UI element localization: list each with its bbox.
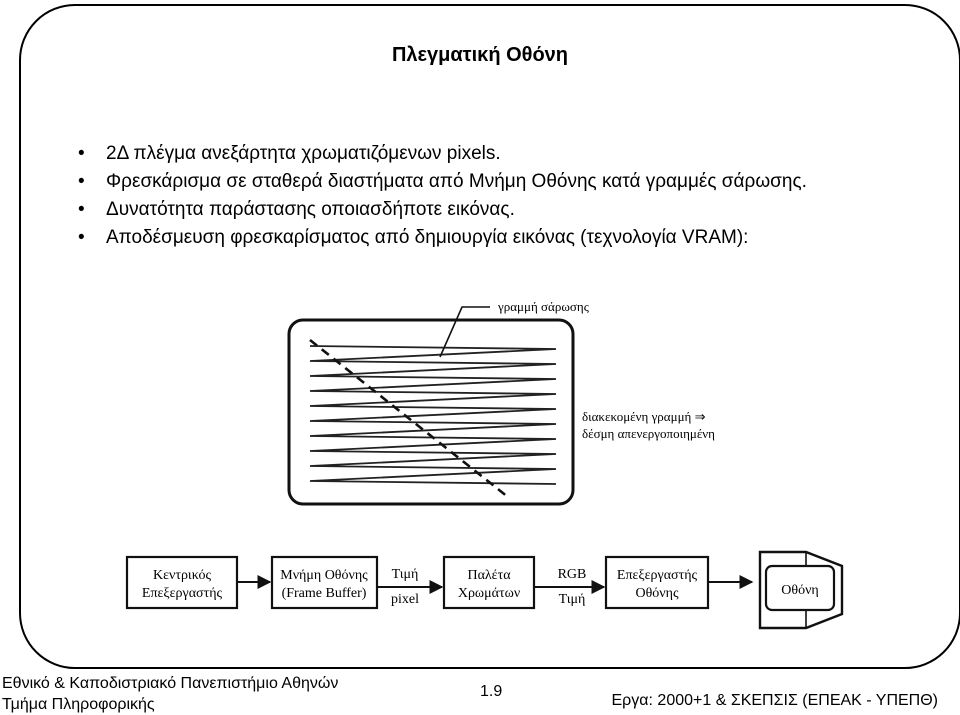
palette-label-line1: Παλέτα <box>467 568 511 583</box>
slide-title: Πλεγματική Οθόνη <box>391 44 569 66</box>
bullet-dot: • <box>78 171 85 192</box>
bullet-dot: • <box>78 199 85 220</box>
frame-buffer-label-line2: (Frame Buffer) <box>281 586 367 601</box>
pixel-value-label-line2: pixel <box>391 592 419 607</box>
scan-lines <box>310 346 556 484</box>
bullet-text: Αποδέσμευση φρεσκαρίσματος από δημιουργία εικόνας (τεχνολογία VRAM): <box>106 227 749 248</box>
display-processor-label-line1: Επεξεργαστής <box>616 568 698 583</box>
bullet-text: 2Δ πλέγμα ανεξάρτητα χρωματιζόμενων pixels. <box>106 143 501 164</box>
dashed-line-label-2: δέσμη απενεργοποιημένη <box>582 426 715 441</box>
pixel-value-label-line1: Τιμή <box>391 567 419 582</box>
raster-scan-figure <box>289 299 715 504</box>
scan-line-pointer <box>440 307 490 357</box>
footer-left <box>2 673 338 715</box>
bullet-text: Φρεσκάρισμα σε σταθερά διαστήματα από Μνήμη Οθόνης κατά γραμμές σάρωσης. <box>106 171 807 192</box>
rgb-label-line1: RGB <box>557 567 587 582</box>
monitor-label: Οθόνη <box>781 583 819 598</box>
cpu-label-line1: Κεντρικός <box>153 568 211 583</box>
cpu-label-line2: Επεξεργαστής <box>141 586 223 601</box>
scan-line-label: γραμμή σάρωσης <box>498 299 589 314</box>
scan-line-zigzag <box>310 346 556 484</box>
dashed-line-label-1: διακεκομένη γραμμή ⇒ <box>582 409 706 424</box>
pipeline-diagram <box>127 552 842 628</box>
bullet-dot: • <box>78 143 85 164</box>
footer-institution: Εθνικό & Καποδιστριακό Πανεπιστήμιο Αθηνών <box>2 675 339 692</box>
bullet-text: Δυνατότητα παράστασης οποιασδήποτε εικόνας. <box>106 199 515 220</box>
footer-department: Τμήμα Πληροφορικής <box>2 696 155 713</box>
footer-project: Εργα: 2000+1 & ΣΚΕΠΣΙΣ (ΕΠΕΑΚ - ΥΠΕΠΘ) <box>611 692 938 709</box>
rgb-label-line2: Τιμή <box>558 592 586 607</box>
palette-label-line2: Χρωμάτων <box>457 586 521 601</box>
bullet-dot: • <box>78 227 85 248</box>
frame-buffer-label-line1: Μνήμη Οθόνης <box>280 568 368 583</box>
footer-page-number: 1.9 <box>480 683 503 700</box>
display-processor-label-line2: Οθόνης <box>635 586 679 601</box>
